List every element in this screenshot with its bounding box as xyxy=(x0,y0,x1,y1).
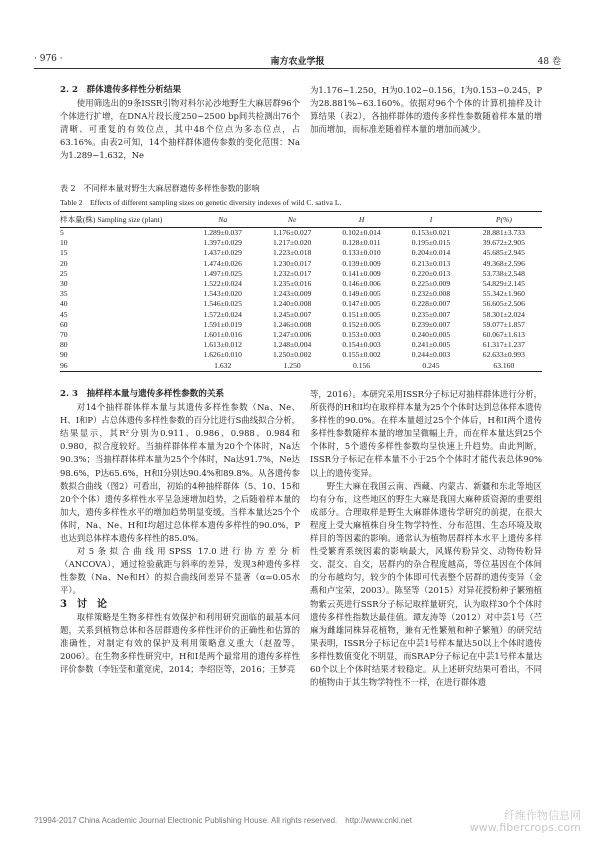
table-row xyxy=(60,361,542,372)
table-2 xyxy=(60,211,542,372)
table-cell: 1.246±0.008 xyxy=(272,319,312,329)
table-cell: 1.176±0.027 xyxy=(272,228,312,237)
table-cell: 5 xyxy=(60,228,64,237)
table-cell: 1.397±0.029 xyxy=(203,238,242,248)
table-cell: 1.250±0.002 xyxy=(272,350,312,360)
table-cell: 1.232±0.017 xyxy=(272,268,312,278)
table-cell: 49.368±2.596 xyxy=(482,258,525,268)
table-cell: 53.738±2.548 xyxy=(482,268,525,278)
table-cell: 28.881±3.733 xyxy=(482,228,525,237)
table-cell: 0.235±0.007 xyxy=(411,309,451,319)
table-row xyxy=(60,350,542,360)
table-cell: 58.301±2.024 xyxy=(482,309,525,319)
table-cell: 60.067±1.613 xyxy=(482,330,525,340)
table-cell: 1.601±0.016 xyxy=(203,330,242,340)
table-header-row xyxy=(60,212,542,228)
journal-name: 南方农业学报 xyxy=(270,57,325,67)
table-cell: 1.546±0.025 xyxy=(203,299,242,309)
paragraph-results-cont: 为1.176~1.250，H为0.102~0.156，I为0.153~0.245，P为28.881%~63.160%。依据对96个个体的计算机抽样及计算结果（表2），各抽样群体的遗传多样性参数随着样本量的增加而增加，而标准差随着样本量的增加而减少。 xyxy=(310,85,542,135)
table-cell: 0.102±0.014 xyxy=(342,228,381,237)
table-cell: 1.572±0.024 xyxy=(203,309,242,319)
table-row xyxy=(60,299,542,309)
table-cell: 62.633±0.993 xyxy=(482,350,525,360)
table-row xyxy=(60,310,542,320)
table-cell: 20 xyxy=(60,258,68,268)
right-column-bottom xyxy=(310,388,542,689)
table-cell: 0.155±0.002 xyxy=(342,350,381,360)
table-cell: 56.605±2.506 xyxy=(482,299,525,309)
left-column-top xyxy=(60,84,300,163)
volume-number: 48 卷 xyxy=(537,57,561,67)
table-row xyxy=(60,289,542,299)
table-cell: 1.437±0.029 xyxy=(203,248,242,258)
table-cell: 63.160 xyxy=(466,361,542,372)
table-caption-cn: 表 2 不同样本量对野生大麻居群遗传多样性参数的影响 xyxy=(60,184,260,193)
table-row xyxy=(60,330,542,340)
table-cell: 55.342±1.960 xyxy=(482,289,525,299)
table-cell: 0.241±0.005 xyxy=(411,340,451,350)
table-cell: 54.829±2.145 xyxy=(482,279,525,289)
col-header-na: Na xyxy=(188,212,257,228)
table-cell: 0.195±0.015 xyxy=(411,238,451,248)
table-cell: 1.248±0.004 xyxy=(272,340,312,350)
table-cell: 90 xyxy=(60,350,68,360)
watermark-line-2: www.fibercrops.com xyxy=(469,821,581,834)
table-cell: 0.149±0.005 xyxy=(342,289,381,299)
table-cell: 1.613±0.012 xyxy=(203,340,242,350)
table-cell: 1.474±0.026 xyxy=(203,258,242,268)
table-cell: 0.244±0.003 xyxy=(411,350,451,360)
table-cell: 0.154±0.003 xyxy=(342,340,381,350)
table-cell: 1.235±0.016 xyxy=(272,279,312,289)
table-cell: 80 xyxy=(60,340,68,350)
table-row xyxy=(60,228,542,239)
table-cell: 1.250 xyxy=(257,361,326,372)
table-cell: 0.153±0.021 xyxy=(411,228,451,237)
table-cell: 1.230±0.017 xyxy=(272,258,312,268)
paragraph-sampling: 对14个抽样群体样本量与其遗传多样性参数（Na、Ne、H、I和P）占总体遗传多样性参数的百分比进行S曲线拟合分析，结果显示，其R²分别为0.911、0.986、0.988、0.984和0.980，拟合度较好。当抽样群体样本量为20个个体时，Na达90.3%；当抽样群体样本量为25个个体时，Na达91.7%，Ne达98.6%，P达65.6%，H和I分别达90.4%和89.8%。从各遗传参数拟合曲线（图2）可看出，初始的4种抽样群体（5、10、15和20个个体）遗传多样性水平呈急速增加趋势，之后随着样本量的加大，遗传多样性水平的增加趋势明显变缓。当样本量达25个个体时，Na、Ne、H和I均超过总体样本遗传多样性的90.0%，P也达到总体样本遗传多样性的85.0%。 xyxy=(60,402,300,544)
right-column-top xyxy=(310,84,542,136)
table-cell: 0.220±0.013 xyxy=(411,268,451,278)
paragraph-wild-hemp: 野生大麻在我国云南、西藏、内蒙古、新疆和东北等地区均有分布，这些地区的野生大麻是我国大麻种质资源的重要组成部分。合理取样是野生大麻群体遗传学研究的前提，在很大程度上受大麻植株自身生物学特性、分布范围、生态环境及取样目的等因素的影响。通常认为植物居群样本水平上遗传多样性受繁育系统因素的影响最大，风媒传粉异交、动物传粉异交、混交、自交，居群内的杂合程度越高，等位基因在个体间的分布越均匀，较少的个体即可代表整个居群的遗传变异（金燕和卢宝荣，2003）。陈坚等（2015）对异花授粉种子繁殖植物紫云英进行SSR分子标记取样量研究，认为取样30个个体时遗传多样性指数达最佳值。谭友涛等（2012）对中芸1号（苎麻为雌雄同株异花植物，兼有无性繁殖和种子繁殖）的研究结果表明，ISSR分子标记在中芸1号样本量达50以上个体时遗传多样性数值变化不明显，而SRAP分子标记在中芸1号样本量达60个以上个体时结果才较稳定。从上述研究结果可看出，不同的植物由于其生物学特性不一样，在进行群体遗 xyxy=(310,480,542,688)
table-cell: 0.232±0.008 xyxy=(411,289,451,299)
table-cell: 25 xyxy=(60,268,68,278)
table-cell: 1.243±0.009 xyxy=(272,289,312,299)
table-cell: 0.153±0.003 xyxy=(342,330,381,340)
table-cell: 35 xyxy=(60,289,68,299)
paragraph-ancova: 对5条拟合曲线用SPSS 17.0进行协方差分析（ANCOVA），通过检验截距与斜率的差异，发现3种遗传多样性参数（Na、Ne和H）的拟合曲线间差异不显著（α=0.05水平）。 xyxy=(60,546,300,596)
table-cell: 1.247±0.006 xyxy=(272,330,312,340)
table-body xyxy=(60,228,542,372)
table-cell: 0.204±0.014 xyxy=(411,248,451,258)
table-cell: 0.146±0.006 xyxy=(342,279,381,289)
table-cell: 15 xyxy=(60,248,68,258)
table-cell: 0.147±0.005 xyxy=(342,299,381,309)
table-cell: 60 xyxy=(60,319,68,329)
col-header-sampling-size: 样本量(株) Sampling size (plant) xyxy=(60,212,188,228)
table-cell: 1.497±0.025 xyxy=(203,268,242,278)
table-cell: 39.672±2.905 xyxy=(482,238,525,248)
table-cell: 0.225±0.009 xyxy=(411,279,451,289)
table-row xyxy=(60,238,542,248)
table-caption-en: Table 2 Effects of different sampling sizes on genetic diversity indexes of wild C. sativa L. xyxy=(60,198,342,207)
table-cell: 1.591±0.019 xyxy=(203,319,242,329)
copyright-footer: ?1994-2017 China Academic Journal Electronic Publishing House. All rights reserved. http://www.cnki.net xyxy=(34,816,412,825)
paragraph-results: 使用筛选出的9条ISSR引物对科尔沁沙地野生大麻居群96个个体进行扩增，在DNA片段长度250~2500 bp间共检测出76个清晰、可重复的有效位点，其中48个位点为多态位点，占63.16%。由表2可知，14个抽样群体遗传参数的变化范围：Na为1.289~1.632，Ne xyxy=(60,98,300,161)
table-cell: 0.213±0.013 xyxy=(411,258,451,268)
section-heading-3: 3 讨 论 xyxy=(60,598,107,610)
table-cell: 0.239±0.007 xyxy=(411,319,451,329)
table-cell: 45.685±2.945 xyxy=(482,248,525,258)
left-column-bottom xyxy=(60,388,300,676)
table-cell: 10 xyxy=(60,238,68,248)
col-header-ne: Ne xyxy=(257,212,326,228)
table-cell: 0.245 xyxy=(396,361,465,372)
table-cell: 40 xyxy=(60,299,68,309)
table-cell: 1.240±0.008 xyxy=(272,299,312,309)
table-cell: 0.128±0.011 xyxy=(342,238,381,248)
watermark-line-1: 纤维作物信息网 xyxy=(504,809,581,822)
page-number: · 976 · xyxy=(34,54,63,64)
table-cell: 0.152±0.005 xyxy=(342,319,381,329)
col-header-i: I xyxy=(396,212,465,228)
table-cell: 70 xyxy=(60,330,68,340)
table-cell: 0.156 xyxy=(327,361,396,372)
table-row xyxy=(60,269,542,279)
table-cell: 1.217±0.020 xyxy=(272,238,312,248)
table-cell: 1.289±0.037 xyxy=(203,228,242,237)
table-row xyxy=(60,248,542,258)
table-cell: 30 xyxy=(60,279,68,289)
table-cell: 1.522±0.024 xyxy=(203,279,242,289)
col-header-p: P(%) xyxy=(466,212,542,228)
table-cell: 0.228±0.007 xyxy=(411,299,451,309)
section-heading-2-3: 2. 3 抽样样本量与遗传多样性参数的关系 xyxy=(60,389,225,399)
col-header-h: H xyxy=(327,212,396,228)
paragraph-discussion-cont: 等，2016）。本研究采用ISSR分子标记对抽样群体进行分析，所获得的H和I均在取样样本量为25个个体时达到总体样本遗传多样性的90.0%。在样本量超过25个个体后，H和I两个遗传多样性参数随样本量的增加呈微幅上升，而在样本量达到25个个体时，5个遗传多样性参数均呈快速上升趋势。由此判断，ISSR分子标记在样本量不小于25个个体时才能代表总体90%以上的遗传变异。 xyxy=(310,389,542,478)
table-cell: 1.626±0.010 xyxy=(203,350,242,360)
paragraph-discussion: 取样策略是生物多样性有效保护和利用研究面临的最基本问题，关系到植物总体和各居群遗传多样性评价的正确性和估算的准确性，对制定有效的保护及利用策略意义重大（赵盈等，2006）。在生物多样性研究中，H和I是两个最常用的遗传多样性评价参数（李钰莹和董宽虎，2014；李绍臣等，2016；王梦亮 xyxy=(60,611,300,674)
watermark xyxy=(470,810,581,834)
table-cell: 59.077±1.857 xyxy=(482,319,525,329)
section-heading-2-2: 2. 2 群体遗传多样性分析结果 xyxy=(60,85,182,95)
table-cell: 61.317±1.237 xyxy=(482,340,525,350)
table-cell: 0.141±0.009 xyxy=(342,268,381,278)
table-row xyxy=(60,279,542,289)
table-row xyxy=(60,259,542,269)
table-cell: 0.133±0.010 xyxy=(342,248,381,258)
table-cell: 45 xyxy=(60,309,68,319)
table-cell: 1.543±0.020 xyxy=(203,289,242,299)
table-cell: 96 xyxy=(60,361,188,372)
table-cell: 1.632 xyxy=(188,361,257,372)
table-cell: 1.245±0.007 xyxy=(272,309,312,319)
table-cell: 0.240±0.005 xyxy=(411,330,451,340)
table-row xyxy=(60,340,542,350)
table-row xyxy=(60,320,542,330)
table-cell: 0.151±0.005 xyxy=(342,309,381,319)
table-cell: 1.223±0.018 xyxy=(272,248,312,258)
table-cell: 0.139±0.009 xyxy=(342,258,381,268)
running-header xyxy=(34,54,561,69)
